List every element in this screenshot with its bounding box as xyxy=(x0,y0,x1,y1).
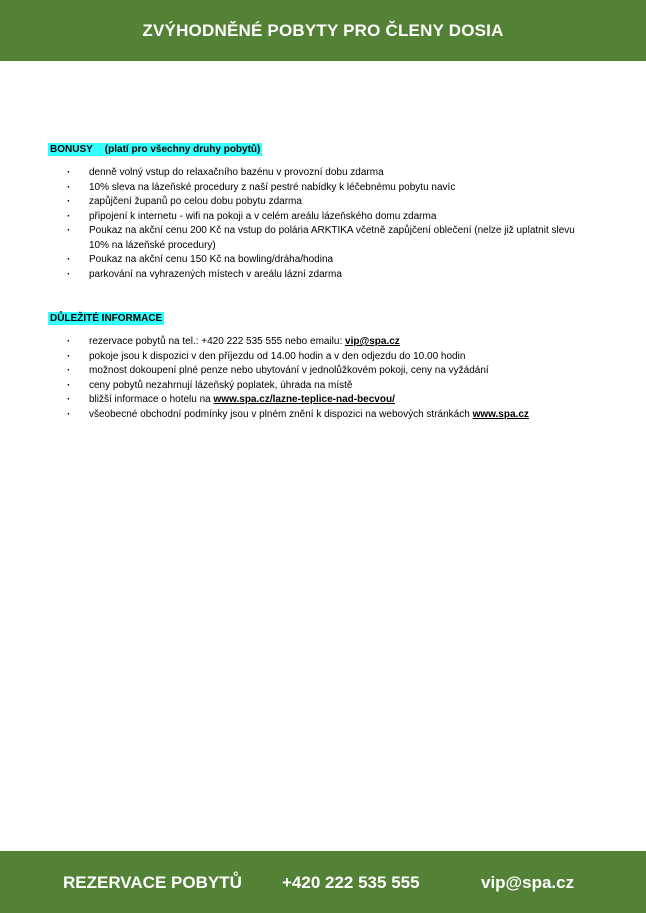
website-link[interactable]: www.spa.cz xyxy=(472,408,529,420)
list-item xyxy=(49,393,609,408)
list-item: · pokoje jsou k dispozici v den příjezdu od 14.00 hodin a v den odjezdu do 10.00 hodin xyxy=(49,350,609,365)
list-item: · připojení k internetu - wifi na pokoji a v celém areálu lázeňského domu zdarma xyxy=(49,210,609,225)
footer-email[interactable]: vip@spa.cz xyxy=(481,873,575,892)
hotel-link[interactable]: www.spa.cz/lazne-teplice-nad-becvou/ xyxy=(213,394,395,405)
info-item-text: rezervace pobytů na tel.: +420 222 535 555 nebo emailu: xyxy=(89,336,346,347)
list-item: · Poukaz na akční cenu 150 Kč na bowling/dráha/hodina xyxy=(49,253,609,268)
list-item: · 10% sleva na lázeňské procedury z naší pestré nabídky k léčebnému pobytu navíc xyxy=(49,181,609,196)
page-header xyxy=(0,0,646,61)
list-item: · možnost dokoupení plné penze nebo ubytování v jednolůžkovém pokoji, ceny na vyžádání xyxy=(49,364,609,379)
list-item: · Poukaz na akční cenu 200 Kč na vstup do polária ARKTIKA včetně zapůjčení oblečení (nelze již uplatnit slevu 10% na lázeňské procedury) xyxy=(49,224,609,253)
page-footer xyxy=(0,851,646,913)
bonuses-section xyxy=(49,139,609,282)
footer-label: REZERVACE POBYTŮ xyxy=(63,873,242,892)
info-item-text: bližší informace o hotelu na xyxy=(89,394,214,405)
list-item xyxy=(49,335,609,350)
info-section xyxy=(49,308,609,422)
info-item-text: všeobecné obchodní podmínky jsou v plném znění k dispozici na webových stránkách xyxy=(89,408,473,420)
info-heading: DŮLEŽITÉ INFORMACE xyxy=(50,313,163,324)
info-list xyxy=(49,335,609,422)
list-item: · zapůjčení županů po celou dobu pobytu zdarma xyxy=(49,195,609,210)
list-item xyxy=(49,408,609,423)
page-title: ZVÝHODNĚNÉ POBYTY PRO ČLENY DOSIA xyxy=(142,20,504,40)
bonuses-list xyxy=(49,166,609,282)
list-item: · denně volný vstup do relaxačního bazénu v provozní dobu zdarma xyxy=(49,166,609,181)
bonuses-heading-title: BONUSY xyxy=(50,144,93,155)
list-item: · ceny pobytů nezahrnují lázeňský poplatek, úhrada na místě xyxy=(49,379,609,394)
list-item: · parkování na vyhrazených místech v areálu lázní zdarma xyxy=(49,268,609,283)
email-link[interactable]: vip@spa.cz xyxy=(345,336,400,347)
footer-phone[interactable]: +420 222 535 555 xyxy=(282,873,420,892)
bonuses-heading xyxy=(48,143,262,156)
bonuses-heading-subtitle: (platí pro všechny druhy pobytů) xyxy=(104,144,261,155)
